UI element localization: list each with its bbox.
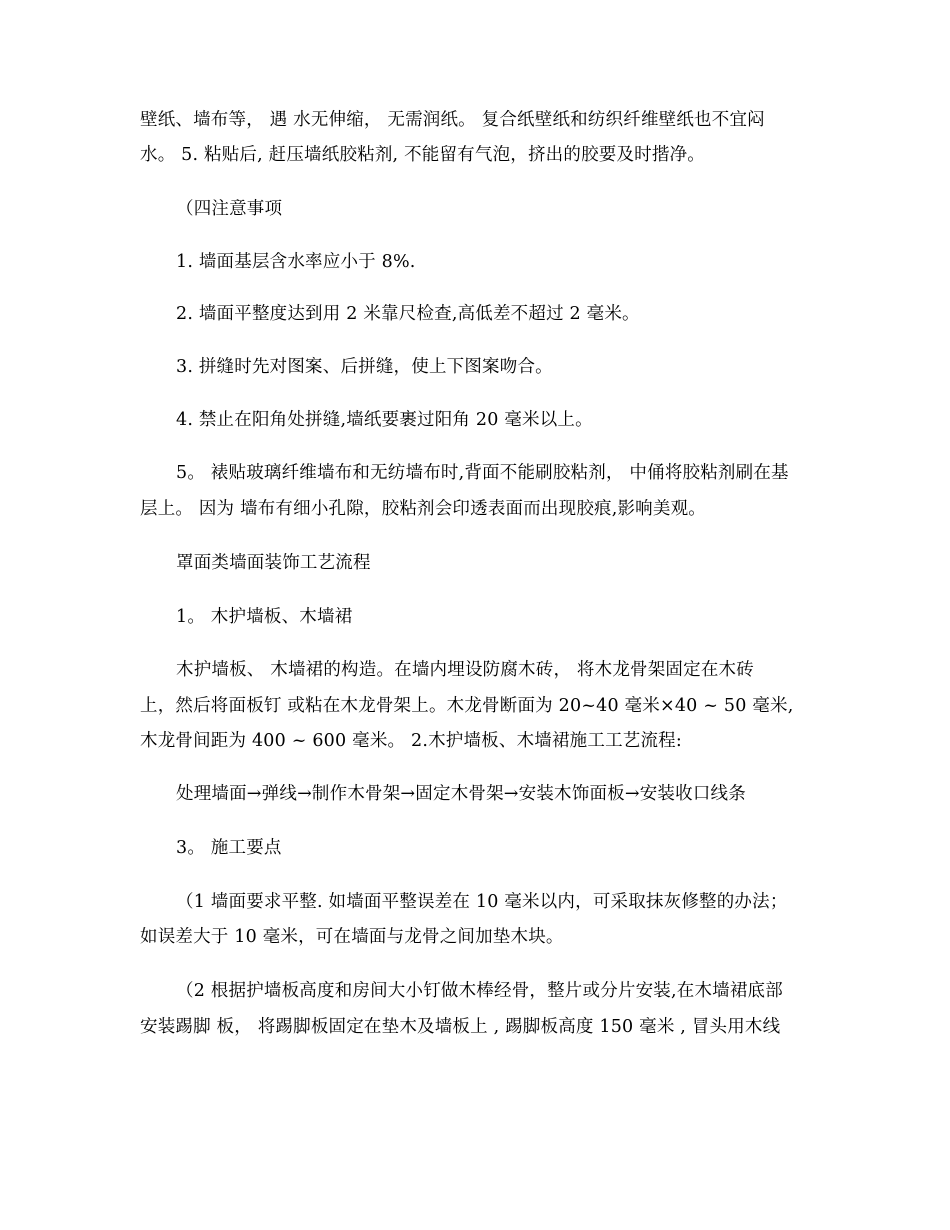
section-heading: （四注意事项 bbox=[176, 199, 283, 219]
text-line: 处理墙面→弹线→制作木骨架→固定木骨架→安装木饰面板→安装收口线条 bbox=[176, 784, 746, 804]
text-line: 木龙骨间距为 400 ~ 600 毫米。 2.木护墙板、木墙裙施工工艺流程: bbox=[140, 731, 682, 751]
text-line: （1 墙面要求平整. 如墙面平整误差在 10 毫米以内，可采取抹灰修整的办法； bbox=[176, 892, 788, 912]
text-line: 安装踢脚 板， 将踢脚板固定在垫木及墙板上 , 踢脚板高度 150 毫米 , 冒头用木线 bbox=[140, 1017, 781, 1037]
text-line: 1. 墙面基层含水率应小于 8%. bbox=[176, 252, 416, 272]
text-line: 上，然后将面板钉 或粘在木龙骨架上。木龙骨断面为 20~40 毫米×40 ~ 50 毫米, bbox=[140, 696, 794, 716]
section-heading: 3。 施工要点 bbox=[176, 838, 282, 858]
text-line: 水。 5. 粘贴后, 赶压墙纸胶粘剂, 不能留有气泡，挤出的胶要及时揩净。 bbox=[140, 145, 705, 165]
text-line: 如误差大于 10 毫米，可在墙面与龙骨之间加垫木块。 bbox=[140, 927, 564, 947]
text-line: 4. 禁止在阳角处拼缝,墙纸要裹过阳角 20 毫米以上。 bbox=[176, 410, 593, 430]
section-heading: 罩面类墙面装饰工艺流程 bbox=[176, 553, 371, 573]
text-line: 3. 拼缝时先对图案、后拼缝，使上下图案吻合。 bbox=[176, 357, 553, 377]
text-line: 2. 墙面平整度达到用 2 米靠尺检查,高低差不超过 2 毫米。 bbox=[176, 304, 640, 324]
text-line: 壁纸、墙布等， 遇 水无伸缩， 无需润纸。 复合纸壁纸和纺织纤维壁纸也不宜闷 bbox=[140, 110, 765, 130]
text-line: （2 根据护墙板高度和房间大小钉做木棒经骨，整片或分片安装,在木墙裙底部 bbox=[176, 981, 783, 1001]
text-line: 木护墙板、 木墙裙的构造。在墙内埋设防腐木砖， 将木龙骨架固定在木砖 bbox=[176, 660, 754, 680]
text-line: 层上。 因为 墙布有细小孔隙，胶粘剂会印透表面而出现胶痕,影响美观。 bbox=[140, 499, 706, 519]
section-heading: 1。 木护墙板、木墙裙 bbox=[176, 607, 353, 627]
text-line: 5。 裱贴玻璃纤维墙布和无纺墙布时,背面不能刷胶粘剂， 中俑将胶粘剂刷在基 bbox=[176, 463, 789, 483]
